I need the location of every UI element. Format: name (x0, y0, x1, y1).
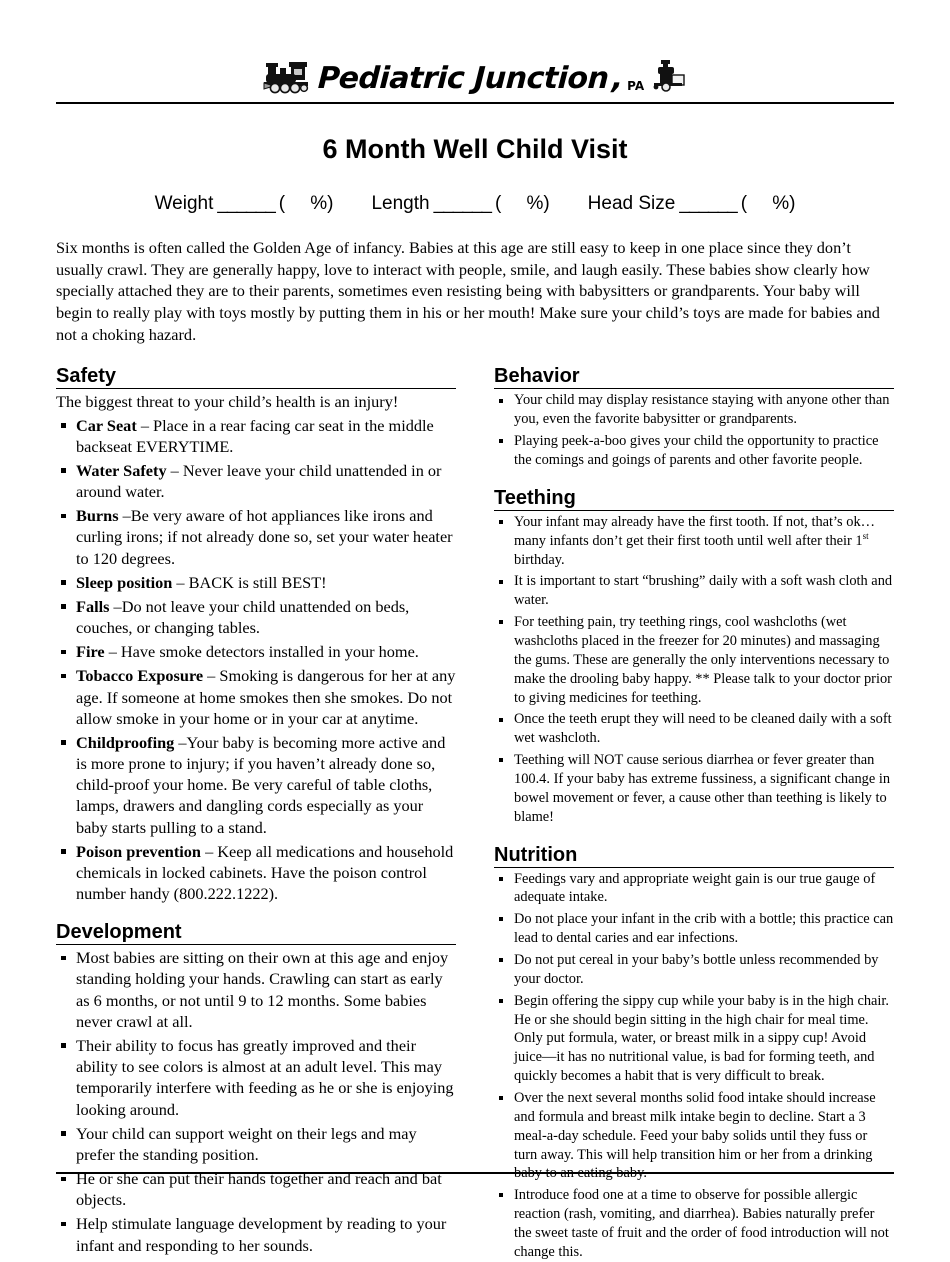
section-nutrition (494, 844, 894, 1262)
list-item-text: It is important to start “brushing” daily with a soft wash cloth and water. (514, 573, 893, 609)
measurement-weight (155, 193, 334, 215)
list-item-text: – Place in a rear facing car seat in the middle backseat EVERYTIME. (76, 415, 434, 456)
measurement-percentile-blank[interactable] (751, 193, 768, 215)
list-item (494, 951, 894, 989)
list-item (494, 432, 894, 470)
safety-bullet-list (56, 415, 456, 905)
header-divider (56, 102, 894, 104)
list-item (56, 415, 456, 457)
list-item-term: Sleep position (76, 572, 173, 592)
measurement-value-blank[interactable]: ______ (679, 193, 737, 214)
right-column (494, 365, 894, 1261)
list-item-text: He or she can put their hands together and reach and bat objects. (76, 1169, 442, 1210)
list-item (494, 870, 894, 908)
measurement-length (371, 193, 549, 215)
intro-paragraph: Six months is often called the Golden Age of infancy. Babies at this age are still easy to keep in one place since they don’t usually crawl. They are generally happy, love to interact with people, smile, and laugh easily. These babies show clearly how specially attached they are to their parents, sometimes even resisting being with babysitters or grandparents. Your baby will begin to really play with toys mostly by putting them in his or her mouth! Make sure your child’s toys are made for babies and not a choking hazard. (56, 238, 880, 344)
list-item (494, 710, 894, 748)
measurement-percent-close: %) (772, 193, 796, 214)
list-item-text: For teething pain, try teething rings, cool washcloths (wet washcloths placed in the freezer for 20 minutes) and massaging the gums. These are generally the only interventions necessary to make the drooling baby happy. ** Please talk to your doctor prior to giving medicines for teething. (514, 614, 892, 706)
section-title-development: Development (56, 921, 182, 944)
section-divider (56, 388, 456, 389)
list-item-text: Teething will NOT cause serious diarrhea or fever greater than 100.4. If your baby has extreme fussiness, a significant change in bowel movement or fever, a cause other than teething is likely to blame! (514, 752, 891, 825)
measurement-paren-open: ( (278, 193, 286, 214)
brand-logo (262, 58, 688, 94)
list-item (494, 1089, 894, 1183)
section-development (56, 921, 456, 1255)
list-item-text: – Never leave your child unattended in or around water. (76, 460, 442, 502)
teething-bullet-list (494, 513, 894, 827)
brand-comma: , (611, 61, 625, 96)
list-item-term: Tobacco Exposure (76, 666, 204, 686)
list-item (56, 460, 456, 502)
measurement-paren-open: ( (740, 193, 748, 214)
list-item (494, 613, 894, 707)
list-item-text: Their ability to focus has greatly improved and their ability to see colors is almost at an adult level. This may temporarily interfere with feeding as he or she is enjoying looking around. (76, 1036, 454, 1119)
measurements-row (56, 193, 894, 215)
measurement-value-blank[interactable]: ______ (433, 193, 491, 214)
list-item-text: Your child can support weight on their legs and may prefer the standing position. (76, 1123, 417, 1164)
development-bullet-list (56, 947, 456, 1255)
section-divider (494, 867, 894, 868)
measurement-percent-close: %) (310, 193, 334, 214)
list-item-term: Water Safety (76, 460, 167, 480)
section-title-nutrition: Nutrition (494, 843, 578, 866)
list-item (56, 665, 456, 729)
list-item (56, 596, 456, 638)
list-item-text: – BACK is still BEST! (172, 572, 327, 592)
list-item (56, 1213, 456, 1255)
page-title: 6 Month Well Child Visit (322, 134, 628, 164)
list-item-term: Car Seat (76, 415, 137, 435)
section-divider (56, 944, 456, 945)
measurement-head-size (588, 193, 796, 215)
list-item-text: Do not place your infant in the crib with a bottle; this practice can lead to dental caries and ear infections. (514, 911, 894, 947)
measurement-percent-close: %) (526, 193, 550, 214)
section-divider (494, 510, 894, 511)
list-item-term: Burns (76, 506, 119, 526)
locomotive-icon (262, 58, 314, 94)
measurement-label: Head Size (587, 193, 676, 214)
list-item (494, 751, 894, 826)
ordinal-suffix: st (862, 530, 869, 541)
page-header (56, 0, 894, 94)
list-item-term: Poison prevention (76, 841, 201, 861)
measurement-percentile-blank[interactable] (289, 193, 306, 215)
section-title-teething: Teething (494, 486, 576, 509)
list-item-text: – Smoking is dangerous for her at any age. If someone at home smokes then she smokes. Do not allow smoke in your home or in your car at anytime. (76, 666, 456, 728)
list-item (494, 513, 894, 570)
behavior-bullet-list (494, 391, 894, 469)
section-divider (494, 388, 894, 389)
section-safety (56, 365, 456, 904)
section-teething (494, 487, 894, 827)
section-title-behavior: Behavior (494, 365, 580, 388)
list-item (56, 1035, 456, 1120)
left-column (56, 365, 456, 1255)
list-item (494, 1186, 894, 1261)
measurement-label: Length (371, 193, 430, 214)
list-item-text: Playing peek-a-boo gives your child the opportunity to practice the comings and goings of parents and other favorite people. (514, 433, 879, 468)
list-item-text: – Have smoke detectors installed in your home. (104, 642, 419, 662)
brand-name: Pediatric Junction (316, 61, 610, 96)
list-item-text: –Be very aware of hot appliances like irons and curling irons; if not already done so, set your water heater to 120 degrees. (76, 506, 453, 568)
list-item-text: – Keep all medications and household chemicals in locked cabinets. Have the poison control number handy (800.222.1222). (76, 841, 454, 904)
list-item (494, 992, 894, 1086)
measurement-label: Weight (154, 193, 214, 214)
list-item (56, 641, 456, 662)
list-item-text: Begin offering the sippy cup while your baby is in the high chair. He or she should begin sitting in the high chair for meal time. Only put formula, water, or breast milk in a sippy cup! Avoid juice—it has no nutritional value, is bad for forming teeth, and quickly becomes a habit that is very difficult to break. (514, 992, 890, 1085)
list-item-text: –Your baby is becoming more active and is more prone to injury; if you haven’t already done so, child-proof your home. Be very careful of table cloths, lamps, drawers and dangling cords especially as your baby starts pulling to a stand. (76, 732, 446, 837)
list-item-text: Your infant may already have the first tooth. If not, that’s ok…many infants don’t get their first tooth until well after their 1 (514, 513, 876, 549)
list-item (494, 910, 894, 948)
list-item-text: Most babies are sitting on their own at this age and enjoy standing holding your hands. Crawling can start as early as 6 months, or not until 9 to 12 months. Some babies never crawl at all. (76, 948, 449, 1031)
list-item (56, 732, 456, 838)
list-item (56, 505, 456, 569)
list-item-text: Once the teeth erupt they will need to be cleaned daily with a soft wet washcloth. (514, 711, 892, 747)
list-item-text: Do not put cereal in your baby’s bottle unless recommended by your doctor. (514, 951, 879, 987)
list-item-text: Feedings vary and appropriate weight gain is our true gauge of adequate intake. (514, 870, 876, 906)
list-item-term: Childproofing (76, 732, 175, 752)
list-item-text: –Do not leave your child unattended on beds, couches, or changing tables. (76, 596, 410, 638)
list-item-term: Fire (76, 642, 105, 662)
section-behavior (494, 365, 894, 469)
list-item (494, 391, 894, 429)
measurement-value-blank[interactable]: ______ (217, 193, 275, 214)
list-item (56, 841, 456, 905)
footer-divider (56, 1172, 894, 1174)
list-item (56, 1123, 456, 1165)
train-car-icon (648, 58, 688, 94)
content-columns (56, 365, 894, 1261)
list-item (56, 1168, 456, 1210)
list-item (56, 947, 456, 1032)
list-item-text: Over the next several months solid food intake should increase and formula and breast milk intake begin to decline. Start a 3 meal-a-day schedule. Feed your baby solids until they fuss or turn away. This will help transition him or her from a drinking baby to an eating baby. (514, 1090, 876, 1182)
nutrition-bullet-list (494, 870, 894, 1262)
measurement-percentile-blank[interactable] (505, 193, 522, 215)
brand-suffix: PA (627, 79, 645, 93)
safety-lead-text: The biggest threat to your child’s health is an injury! (56, 392, 399, 412)
list-item (494, 572, 894, 610)
list-item-text: Help stimulate language development by reading to your infant and responding to her sounds. (76, 1214, 447, 1255)
list-item-term: Falls (76, 596, 110, 616)
list-item (56, 572, 456, 593)
section-title-safety: Safety (56, 365, 117, 388)
list-item-text-continued: birthday. (514, 551, 565, 568)
list-item-text: Your child may display resistance staying with anyone other than you, even the favorite babysitter or grandparents. (514, 392, 890, 428)
list-item-text: Introduce food one at a time to observe for possible allergic reaction (rash, vomiting, and diarrhea). Babies naturally prefer the sweet taste of fruit and the order of food introduction will not change this. (514, 1187, 889, 1260)
measurement-paren-open: ( (494, 193, 502, 214)
